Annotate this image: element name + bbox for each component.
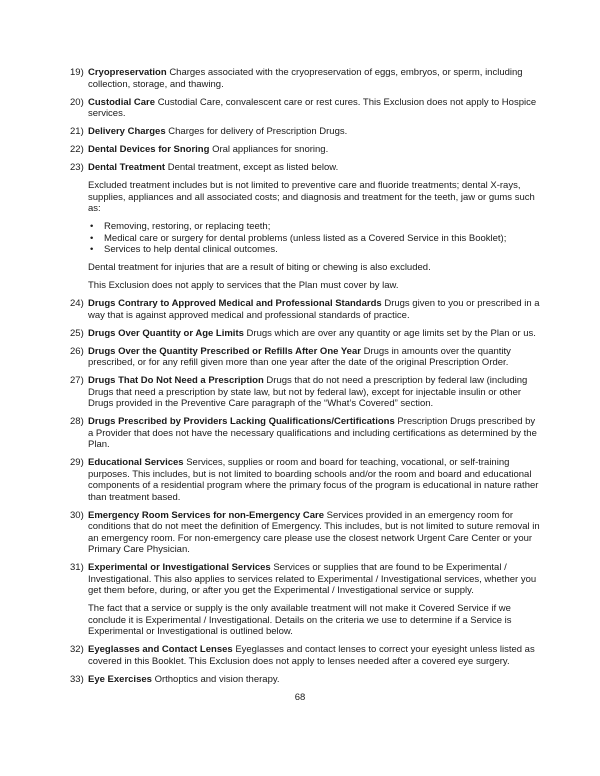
item-text: Services provided in an emergency room for conditions that do not meet the definition of Emergency. This includes, but is not limited to suture removal in an emergency room. For non-emergency care please use the closest network Urgent Care Center or your Primary Care Physician. (88, 509, 540, 555)
exclusion-item-20 (70, 97, 540, 120)
item-number: 22) (70, 144, 84, 155)
item-paragraph (88, 644, 540, 667)
item-body (88, 346, 540, 369)
item-text: Prescription Drugs prescribed by a Provider that does not have the necessary qualifications and including certifications as determined by the Plan. (88, 416, 537, 450)
exclusion-item-29 (70, 457, 540, 503)
term-label: Dental Devices for Snoring (88, 144, 210, 155)
bullet-item (88, 244, 540, 256)
exclusion-item-26 (70, 346, 540, 369)
bullet-item (88, 233, 540, 245)
item-paragraph (88, 510, 540, 556)
item-body (88, 416, 540, 451)
item-paragraph (88, 562, 540, 597)
term-label: Cryopreservation (88, 67, 167, 78)
item-body (88, 562, 540, 638)
bullet-text: Medical care or surgery for dental problems (unless listed as a Covered Service in this Booklet); (104, 232, 507, 244)
item-text: Dental treatment, except as listed below. (167, 162, 339, 173)
item-number: 27) (70, 375, 84, 386)
item-body (88, 375, 540, 410)
item-number: 19) (70, 67, 84, 78)
item-body (88, 126, 540, 138)
item-body (88, 328, 540, 340)
item-paragraph (88, 126, 540, 138)
item-paragraph (88, 457, 540, 503)
term-label: Emergency Room Services for non-Emergency Care (88, 509, 325, 521)
item-paragraph (88, 67, 540, 90)
item-number: 24) (70, 298, 84, 309)
term-label: Custodial Care (88, 96, 156, 108)
item-paragraph: This Exclusion does not apply to services that the Plan must cover by law. (88, 280, 399, 291)
exclusion-item-27 (70, 375, 540, 410)
exclusion-item-25 (70, 328, 540, 340)
item-paragraph (88, 162, 540, 174)
bullet-icon: • (90, 244, 94, 255)
item-text: Oral appliances for snoring. (212, 144, 329, 155)
bullet-text: Services to help dental clinical outcomes. (104, 244, 278, 255)
bullet-text: Removing, restoring, or replacing teeth; (104, 221, 271, 232)
item-paragraph (88, 328, 540, 340)
bullet-list (88, 221, 540, 256)
item-text: Eyeglasses and contact lenses to correct your eyesight unless listed as covered in this Booklet. This Exclusion does not apply to lenses needed after a covered eye surgery. (88, 644, 535, 667)
bullet-icon: • (90, 221, 94, 232)
item-paragraph: Excluded treatment includes but is not limited to preventive care and fluoride treatments; dental X-rays, supplies, appliances and all associated costs; and diagnosis and treatment for the teeth, jaw or gums such as: (88, 180, 535, 214)
item-text: Drugs which are over any quantity or age limits set by the Plan or us. (246, 327, 536, 339)
item-text: Drugs in amounts over the quantity prescribed, or for any refill given more than one year after the date of the original Prescription Order. (88, 345, 511, 368)
item-number: 33) (70, 673, 84, 685)
exclusion-item-28 (70, 416, 540, 451)
exclusion-item-24 (70, 298, 540, 321)
term-label: Drugs That Do Not Need a Prescription (88, 375, 264, 386)
item-body (88, 510, 540, 556)
item-number: 26) (70, 345, 84, 357)
item-body (88, 674, 540, 686)
item-text: Charges associated with the cryopreservation of eggs, embryos, or sperm, including collection, storage, and thawing. (88, 67, 523, 90)
term-label: Delivery Charges (88, 126, 166, 137)
item-paragraph (88, 346, 540, 369)
term-label: Experimental or Investigational Services (88, 562, 271, 573)
item-text: Services or supplies that are found to be Experimental / Investigational. This also applies to services related to Experimental / Investigational services, whether you get them before, during, or after you get the Experimental / Investigational service or supply. (88, 562, 537, 596)
item-paragraph: The fact that a service or supply is the only available treatment will not make it Covered Service if we conclude it is Experimental / Investigational. Details on the criteria we use to determine if a Service is Experimental or Investigational is outlined below. (88, 603, 512, 637)
exclusion-item-32 (70, 644, 540, 667)
exclusion-item-19 (70, 67, 540, 90)
item-paragraph (88, 375, 540, 410)
term-label: Drugs Over the Quantity Prescribed or Refills After One Year (88, 345, 361, 357)
item-text: Drugs that do not need a prescription by federal law (including Drugs that need a prescription by state law, but not by federal law), except for injectable insulin or other Drugs provided in the Preventive Care paragraph of the “What’s Covered” section. (88, 375, 528, 409)
item-body (88, 67, 540, 90)
term-label: Drugs Prescribed by Providers Lacking Qualifications/Certifications (88, 416, 395, 427)
item-body (88, 644, 540, 667)
item-text: Drugs given to you or prescribed in a way that is against approved medical and professional standards of practice. (88, 298, 540, 321)
item-number: 32) (70, 644, 84, 655)
term-label: Educational Services (88, 457, 184, 468)
item-body (88, 144, 540, 156)
exclusion-item-31 (70, 562, 540, 638)
term-label: Drugs Over Quantity or Age Limits (88, 327, 244, 339)
item-paragraph (88, 97, 540, 120)
exclusion-item-22 (70, 144, 540, 156)
term-label: Dental Treatment (88, 162, 166, 173)
term-label: Eye Exercises (88, 673, 152, 685)
bullet-icon: • (90, 232, 94, 244)
item-paragraph: Dental treatment for injuries that are a result of biting or chewing is also excluded. (88, 262, 431, 273)
item-body (88, 162, 540, 292)
item-paragraph (88, 416, 540, 451)
item-number: 31) (70, 562, 84, 573)
item-paragraph (88, 298, 540, 321)
item-text: Services, supplies or room and board for teaching, vocational, or self-training purposes. This includes, but is not limited to boarding schools and/or the room and board and educational components of a residential program where the primary focus of the program is educational in nature rather than treatment based. (88, 457, 539, 503)
exclusion-item-33 (70, 674, 540, 686)
item-text: Orthoptics and vision therapy. (154, 673, 280, 685)
item-number: 29) (70, 457, 84, 468)
term-label: Drugs Contrary to Approved Medical and Professional Standards (88, 298, 382, 309)
item-body (88, 97, 540, 120)
item-number: 25) (70, 327, 84, 339)
item-paragraph (88, 674, 540, 686)
exclusion-item-21 (70, 126, 540, 138)
bullet-item (88, 221, 540, 233)
item-body (88, 298, 540, 321)
item-text: Charges for delivery of Prescription Drugs. (168, 126, 348, 137)
item-body (88, 457, 540, 503)
item-number: 30) (70, 509, 84, 521)
term-label: Eyeglasses and Contact Lenses (88, 644, 233, 655)
item-number: 28) (70, 416, 84, 427)
exclusion-item-30 (70, 510, 540, 556)
item-number: 21) (70, 126, 84, 137)
exclusion-item-23 (70, 162, 540, 292)
page-number: 68 (294, 691, 306, 703)
item-number: 23) (70, 162, 84, 173)
item-number: 20) (70, 96, 84, 108)
item-paragraph (88, 144, 540, 156)
item-text: Custodial Care, convalescent care or rest cures. This Exclusion does not apply to Hospice services. (88, 96, 537, 119)
